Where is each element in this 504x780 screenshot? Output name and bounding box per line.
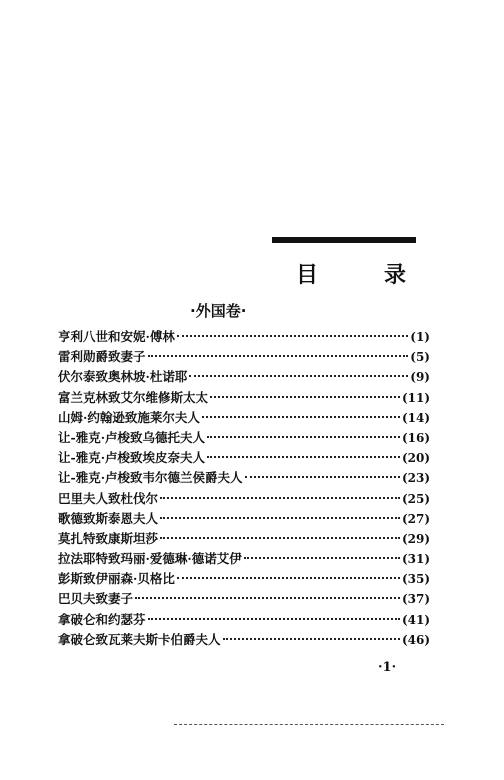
toc-entry (58, 388, 430, 408)
toc-entry-page: (41) (401, 612, 430, 627)
toc-entry-title: 拿破仑致瓦莱夫斯卡伯爵夫人 (58, 631, 221, 647)
toc-entry-title: 拉法耶特致玛丽·爱德琳·德诺艾伊 (58, 551, 242, 567)
toc-entry-title: 彭斯致伊丽森·贝格比 (58, 571, 175, 587)
toc-entry-title: 莫扎特致康斯坦莎 (58, 530, 159, 546)
toc-entry-page: (14) (401, 410, 430, 425)
leader-dots (160, 537, 400, 539)
toc-entry-title: 歌德致斯泰恩夫人 (58, 510, 159, 526)
toc-entry-title: 拿破仑和约瑟芬 (58, 611, 146, 627)
toc-entry-title: 伏尔泰致奥林坡·杜诺耶 (58, 369, 188, 385)
toc-entry (58, 428, 430, 448)
toc-entry-title: 让-雅克·卢梭致埃皮奈夫人 (58, 450, 206, 466)
page-title (296, 258, 406, 289)
toc-entry-title: 让-雅克·卢梭致韦尔德兰侯爵夫人 (58, 470, 243, 486)
toc-entry (58, 549, 430, 569)
leader-dots (148, 618, 400, 620)
toc-entry-page: (35) (401, 572, 430, 587)
leader-dots (160, 517, 400, 519)
leader-dots (202, 416, 400, 418)
toc-entry-page: (29) (401, 531, 430, 546)
toc-entry-page: (20) (401, 451, 430, 466)
toc-entry (58, 448, 430, 468)
section-heading: ·外国卷· (190, 302, 247, 320)
footer-rule (174, 724, 444, 725)
toc-entry-title: 让-雅克·卢梭致乌德托夫人 (58, 429, 206, 445)
toc-entry-page: (25) (401, 491, 430, 506)
header-rule (272, 237, 416, 243)
toc-entry-page: (5) (410, 350, 430, 365)
leader-dots (148, 355, 409, 357)
toc-entry (58, 529, 430, 549)
toc-entry (58, 610, 430, 630)
leader-dots (189, 375, 408, 377)
toc-entry (58, 630, 430, 650)
toc-entry (58, 509, 430, 529)
toc-entry-page: (1) (410, 330, 430, 344)
toc-entry-title: 亨利八世和安妮·傅林 (58, 329, 175, 344)
toc-entry (58, 468, 430, 488)
toc-entry-title: 巴贝夫致妻子 (58, 591, 134, 607)
toc-entry-page: (9) (410, 370, 430, 385)
toc-entry-page: (27) (401, 511, 430, 526)
toc-entry-page: (31) (401, 552, 430, 567)
toc-entry-page: (16) (401, 430, 430, 445)
toc-entry (58, 347, 430, 367)
page-number: ·1· (378, 660, 397, 675)
leader-dots (160, 497, 400, 499)
leader-dots (177, 577, 400, 579)
page-title-char-1: 目 (296, 263, 319, 288)
toc-entry-page: (46) (401, 632, 430, 647)
toc-entry (58, 327, 430, 347)
leader-dots (244, 557, 400, 559)
leader-dots (210, 396, 400, 398)
toc-entry-title: 山姆·约翰逊致施莱尔夫人 (58, 409, 200, 425)
toc-entry (58, 367, 430, 387)
leader-dots (177, 335, 408, 337)
toc-entry-title: 巴里夫人致杜伐尔 (58, 490, 159, 506)
leader-dots (135, 597, 400, 599)
toc-entry-page: (37) (401, 592, 430, 607)
toc-entry-title: 富兰克林致艾尔维修斯太太 (58, 389, 209, 405)
toc-entry-page: (23) (401, 471, 430, 486)
toc-entry-title: 雷利勋爵致妻子 (58, 349, 146, 365)
toc-entry (58, 569, 430, 589)
toc-entry (58, 589, 430, 609)
table-of-contents (58, 327, 430, 650)
leader-dots (245, 476, 400, 478)
leader-dots (223, 638, 400, 640)
leader-dots (207, 436, 400, 438)
page-title-char-2: 录 (383, 263, 406, 288)
toc-entry (58, 489, 430, 509)
toc-entry (58, 408, 430, 428)
toc-entry-page: (11) (401, 390, 430, 405)
leader-dots (207, 456, 400, 458)
